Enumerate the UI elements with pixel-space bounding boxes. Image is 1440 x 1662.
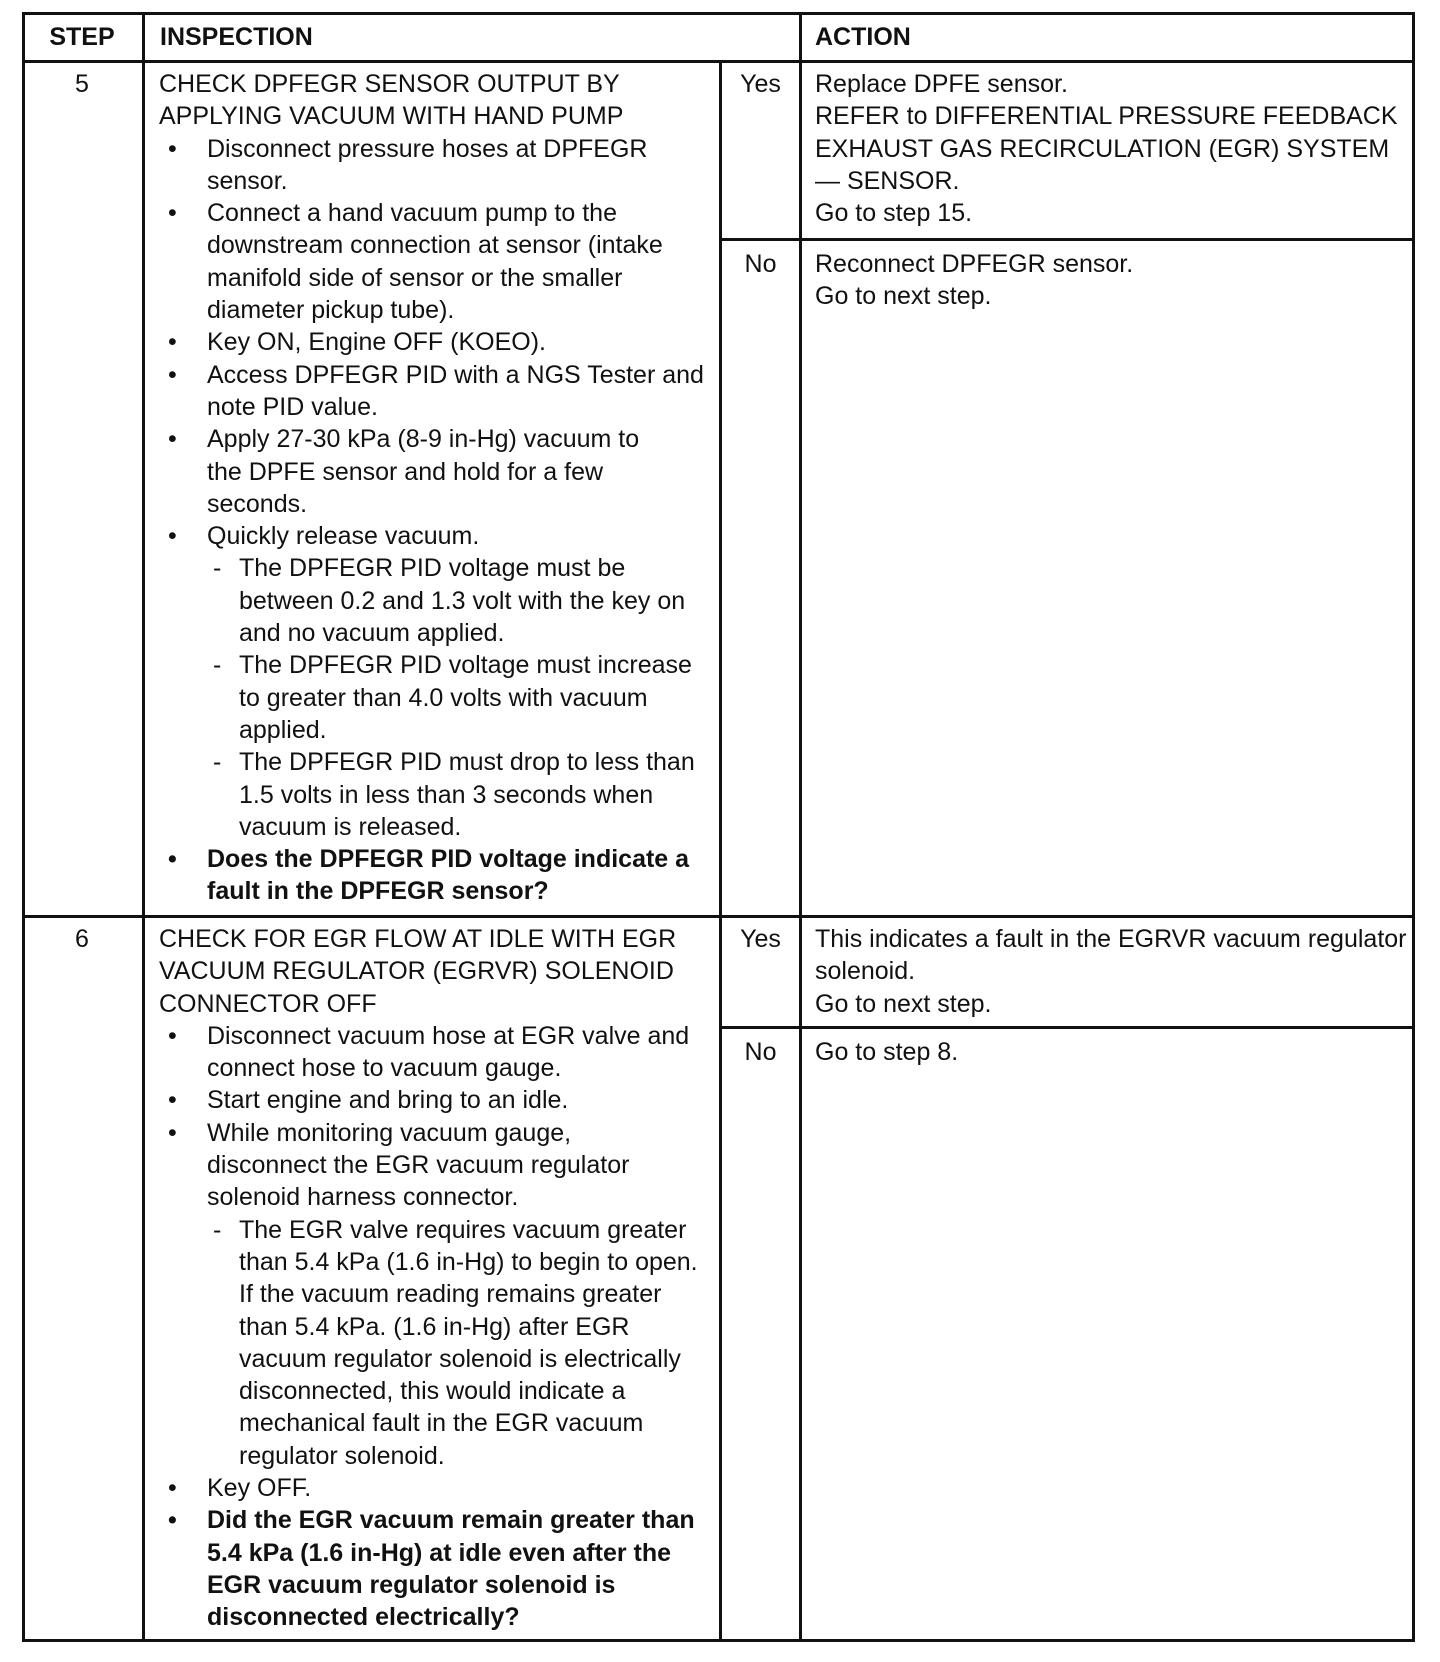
- bullet-text: Connect a hand vacuum pump to the downstream connection at sensor (intake manifold side of sensor or the smaller diameter pickup tube).: [207, 199, 663, 325]
- list-item: [159, 133, 717, 198]
- list-item: [159, 1020, 717, 1085]
- question-text: Does the DPFEGR PID voltage indicate a fault in the DPFEGR sensor?: [207, 845, 690, 906]
- inspection-title: CHECK DPFEGR SENSOR OUTPUT BY APPLYING VACUUM WITH HAND PUMP: [159, 70, 624, 131]
- column-divider: [719, 60, 722, 1642]
- list-item: [159, 1117, 717, 1214]
- column-divider: [142, 12, 145, 1642]
- dash-icon: -: [213, 748, 222, 777]
- dash-icon: -: [213, 651, 222, 680]
- dash-icon: -: [213, 1215, 222, 1244]
- table-border: [22, 12, 1415, 15]
- bullet-text: Start engine and bring to an idle.: [207, 1086, 569, 1115]
- sub-text: The DPFEGR PID must drop to less than 1.5 volts in less than 3 seconds when vacuum is released.: [239, 748, 695, 841]
- dash-icon: -: [213, 554, 222, 583]
- bullet-text: Disconnect pressure hoses at DPFEGR sensor.: [207, 134, 648, 195]
- sub-text: The DPFEGR PID voltage must increase to greater than 4.0 volts with vacuum applied.: [239, 651, 692, 744]
- no-action: Reconnect DPFEGR sensor. Go to next step.: [815, 250, 1134, 311]
- no-label: No: [744, 250, 777, 278]
- bullet-text: Disconnect vacuum hose at EGR valve and connect hose to vacuum gauge.: [207, 1021, 690, 1083]
- list-item: [159, 423, 717, 520]
- list-item: [159, 197, 717, 326]
- bullet-icon: •: [168, 1474, 177, 1503]
- bullet-icon: •: [168, 1506, 177, 1535]
- sub-item: [159, 1214, 717, 1472]
- sub-text: The DPFEGR PID voltage must be between 0.2 and 1.3 volt with the key on and no vacuum applied.: [239, 554, 686, 648]
- yes-no-divider: [719, 238, 1415, 241]
- column-divider: [799, 12, 802, 1642]
- bullet-icon: •: [168, 425, 177, 454]
- yes-action: This indicates a fault in the EGRVR vacuum regulator solenoid. Go to next step.: [815, 925, 1407, 1018]
- step-number: 6: [75, 925, 89, 953]
- header-action: ACTION: [815, 23, 911, 51]
- yes-no-divider: [719, 1026, 1415, 1029]
- list-item: [159, 1084, 717, 1116]
- bullet-icon: •: [168, 1021, 177, 1050]
- inspection-cell: [159, 923, 717, 1634]
- bullet-text: Quickly release vacuum.: [207, 522, 480, 551]
- step-number: 5: [75, 70, 89, 98]
- yes-label: Yes: [740, 70, 781, 98]
- sub-item: [159, 552, 717, 649]
- header-inspection: INSPECTION: [160, 23, 313, 51]
- header-step: STEP: [49, 23, 115, 51]
- list-item: [159, 1504, 717, 1633]
- bullet-text: While monitoring vacuum gauge, disconnect the EGR vacuum regulator solenoid harness connector.: [207, 1118, 630, 1212]
- bullet-text: Key OFF.: [207, 1474, 312, 1503]
- yes-label: Yes: [740, 925, 781, 953]
- bullet-icon: •: [168, 522, 177, 551]
- list-item: [159, 843, 717, 908]
- list-item: [159, 359, 717, 424]
- bullet-icon: •: [168, 199, 177, 228]
- list-item: [159, 1472, 717, 1504]
- bullet-icon: •: [168, 328, 177, 357]
- sub-text: The EGR valve requires vacuum greater than 5.4 kPa (1.6 in-Hg) to begin to open. If the vacuum reading remains greater than 5.4 kPa. (1.6 in-Hg) after EGR vacuum regulator solenoid is electrically disconnected, this would indicate a mechanical fault in the EGR vacuum regulator solenoid.: [239, 1215, 698, 1470]
- bullet-icon: •: [168, 1086, 177, 1115]
- yes-action: Replace DPFE sensor. REFER to DIFFERENTIAL PRESSURE FEEDBACK EXHAUST GAS RECIRCULATION (EGR) SYSTEM — SENSOR. Go to step 15.: [815, 70, 1398, 228]
- no-label: No: [744, 1038, 777, 1066]
- bullet-icon: •: [168, 360, 177, 389]
- bullet-text: Access DPFEGR PID with a NGS Tester and note PID value.: [207, 360, 704, 421]
- no-action: Go to step 8.: [815, 1038, 959, 1066]
- sub-item: [159, 649, 717, 746]
- bullet-icon: •: [168, 134, 177, 163]
- bullet-text: Key ON, Engine OFF (KOEO).: [207, 328, 546, 357]
- inspection-cell: [159, 68, 717, 908]
- table-border: [1412, 12, 1415, 1642]
- table-border: [22, 12, 25, 1642]
- question-text: Did the EGR vacuum remain greater than 5.4 kPa (1.6 in-Hg) at idle even after the EGR vacuum regulator solenoid is disconnected electrically?: [207, 1506, 695, 1632]
- sub-item: [159, 746, 717, 843]
- inspection-title: CHECK FOR EGR FLOW AT IDLE WITH EGR VACUUM REGULATOR (EGRVR) SOLENOID CONNECTOR OFF: [159, 925, 677, 1018]
- list-item: [159, 520, 717, 552]
- bullet-icon: •: [168, 845, 177, 874]
- bullet-icon: •: [168, 1118, 177, 1147]
- list-item: [159, 326, 717, 358]
- bullet-text: Apply 27-30 kPa (8-9 in-Hg) vacuum to the DPFE sensor and hold for a few seconds.: [207, 425, 640, 518]
